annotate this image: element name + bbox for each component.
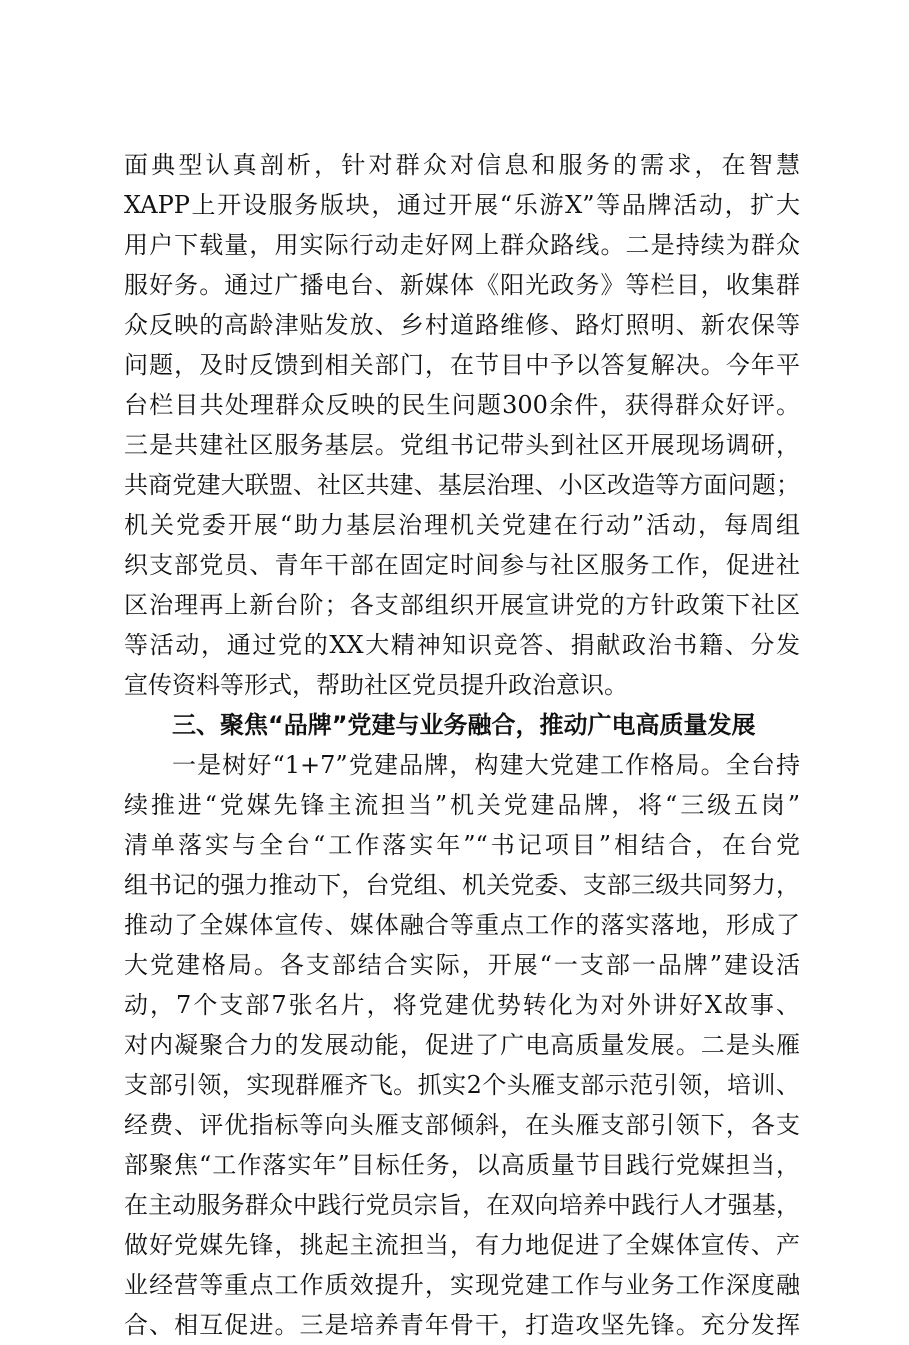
paragraph-line: 部聚焦“工作落实年”目标任务，以高质量节目践行党媒担当， xyxy=(124,1151,800,1179)
paragraph-line: 支部引领，实现群雁齐飞。抓实2个头雁支部示范引领，培训、 xyxy=(124,1071,800,1099)
paragraph-line: 对内凝聚合力的发展动能，促进了广电高质量发展。二是头雁 xyxy=(124,1031,800,1059)
paragraph-brand-building xyxy=(124,745,800,1345)
paragraph-line: 服好务。通过广播电台、新媒体《阳光政务》等栏目，收集群 xyxy=(124,271,800,299)
paragraph-line: 经费、评优指标等向头雁支部倾斜，在头雁支部引领下，各支 xyxy=(124,1111,800,1139)
paragraph-line: 台栏目共处理群众反映的民生问题300余件，获得群众好评。 xyxy=(124,391,800,419)
paragraph-line: 三是共建社区服务基层。党组书记带头到社区开展现场调研， xyxy=(124,431,800,459)
paragraph-line: 区治理再上新台阶；各支部组织开展宣讲党的方针政策下社区 xyxy=(124,591,800,619)
paragraph-service-grassroots xyxy=(124,145,800,705)
paragraph-line: 众反映的高龄津贴发放、乡村道路维修、路灯照明、新农保等 xyxy=(124,311,800,339)
paragraph-line: XAPP上开设服务版块，通过开展“乐游X”等品牌活动，扩大 xyxy=(124,191,800,219)
paragraph-line: 问题，及时反馈到相关部门，在节目中予以答复解决。今年平 xyxy=(124,351,800,379)
paragraph-line: 面典型认真剖析，针对群众对信息和服务的需求，在智慧 xyxy=(124,151,800,179)
paragraph-line: 一是树好“1+7”党建品牌，构建大党建工作格局。全台持 xyxy=(172,751,800,779)
paragraph-line: 推动了全媒体宣传、媒体融合等重点工作的落实落地，形成了 xyxy=(124,911,800,939)
paragraph-line: 合、相互促进。三是培养青年骨干，打造攻坚先锋。充分发挥 xyxy=(124,1311,800,1339)
paragraph-line: 动，7个支部7张名片，将党建优势转化为对外讲好X故事、 xyxy=(124,991,800,1019)
paragraph-line: 业经营等重点工作质效提升，实现党建工作与业务工作深度融 xyxy=(124,1271,800,1299)
paragraph-line: 宣传资料等形式，帮助社区党员提升政治意识。 xyxy=(124,671,628,699)
paragraph-line: 在主动服务群众中践行党员宗旨，在双向培养中践行人才强基， xyxy=(124,1191,800,1219)
paragraph-line: 组书记的强力推动下，台党组、机关党委、支部三级共同努力， xyxy=(124,871,800,899)
paragraph-line: 机关党委开展“助力基层治理机关党建在行动”活动，每周组 xyxy=(124,511,800,539)
paragraph-line: 共商党建大联盟、社区共建、基层治理、小区改造等方面问题； xyxy=(124,471,800,499)
paragraph-line: 续推进“党媒先锋主流担当”机关党建品牌，将“三级五岗” xyxy=(124,791,800,819)
paragraph-line: 用户下载量，用实际行动走好网上群众路线。二是持续为群众 xyxy=(124,231,800,259)
section-heading: 三、聚焦“品牌”党建与业务融合，推动广电高质量发展 xyxy=(172,711,756,739)
paragraph-line: 等活动，通过党的XX大精神知识竞答、捐献政治书籍、分发 xyxy=(124,631,800,659)
paragraph-line: 做好党媒先锋，挑起主流担当，有力地促进了全媒体宣传、产 xyxy=(124,1231,800,1259)
paragraph-line: 织支部党员、青年干部在固定时间参与社区服务工作，促进社 xyxy=(124,551,800,579)
paragraph-line: 大党建格局。各支部结合实际，开展“一支部一品牌”建设活 xyxy=(124,951,800,979)
document-body xyxy=(124,145,800,1345)
paragraph-line: 清单落实与全台“工作落实年”“书记项目”相结合，在台党 xyxy=(124,831,800,859)
